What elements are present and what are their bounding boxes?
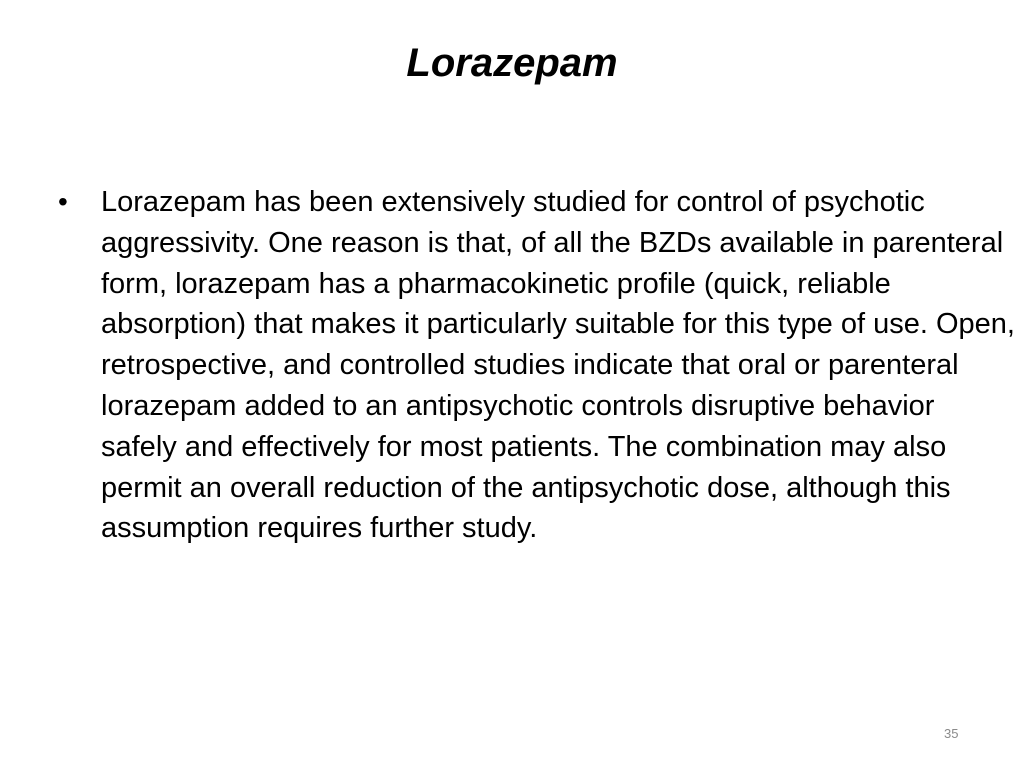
page-number: 35 <box>944 726 959 741</box>
bullet-item <box>58 182 1018 549</box>
bullet-marker: • <box>58 186 68 217</box>
slide-title: Lorazepam <box>406 41 618 85</box>
bullet-list <box>58 182 1018 549</box>
bullet-text: Lorazepam has been extensively studied for control of psychotic aggressivity. One reason is that, of all the BZDs available in parenteral form, lorazepam has a pharmacokinetic profile (quick, reliable absorption) that makes it particularly suitable for this type of use. Open, retrospective, and controlled studies indicate that oral or parenteral lorazepam added to an antipsychotic controls disruptive behavior safely and effectively for most patients. The combination may also permit an overall reduction of the antipsychotic dose, although this assumption requires further study. <box>101 186 1015 545</box>
